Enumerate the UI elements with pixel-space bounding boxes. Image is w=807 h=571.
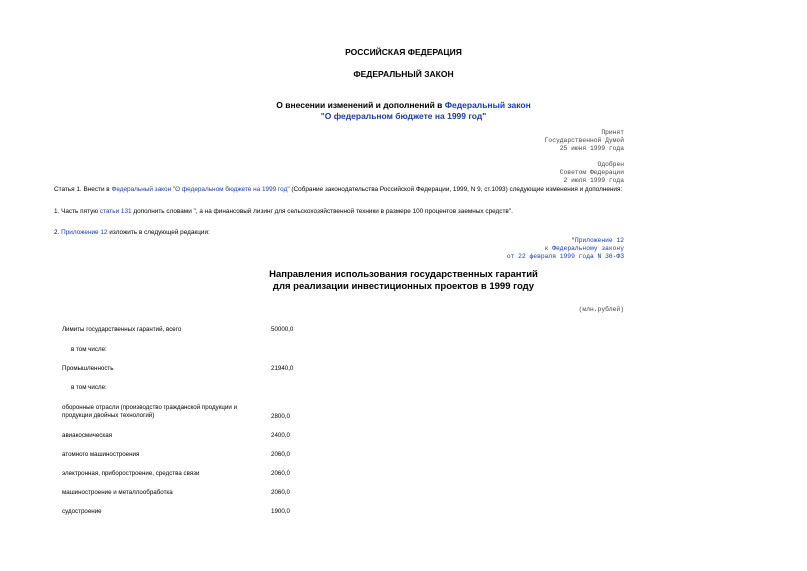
budget-law-link[interactable]: "О федеральном бюджете на 1999 год" <box>320 111 487 121</box>
appendix-ref-law[interactable]: к Федеральному закону <box>544 245 624 252</box>
adopted-date: 25 июня 1999 года <box>559 145 624 152</box>
appendix-12-link[interactable]: Приложение 12 <box>61 229 108 236</box>
table-row-value: 2060,0 <box>271 451 290 458</box>
table-row-label: Лимиты государственных гарантий, всего <box>62 326 182 333</box>
item-1-suffix: дополнить словами ", а на финансовый лизинг для сельскохозяйственной техники в размере 100 процентов заемных средств". <box>133 208 513 215</box>
item-1-prefix: 1. Часть пятую <box>54 208 99 215</box>
table-row-value: 50000,0 <box>271 326 294 333</box>
item-2-suffix: изложить в следующей редакции: <box>109 229 210 236</box>
table-row-label: авиакосмическая <box>62 432 113 439</box>
table-row-label: в том числе: <box>71 346 107 353</box>
law-title-prefix: О внесении изменений и дополнений в <box>276 100 443 110</box>
article-131-link[interactable]: статьи 131 <box>99 208 132 215</box>
table-row-label: оборонные отрасли (производство гражданской продукции и <box>62 404 238 411</box>
article-1-suffix: (Собрание законодательства Российской Федерации, 1999, N 9, ст.1093) следующие изменения и дополнения: <box>291 186 623 193</box>
country-heading: РОССИЙСКАЯ ФЕДЕРАЦИЯ <box>345 47 462 57</box>
item-1 <box>54 208 513 215</box>
table-row-label: судостроение <box>62 508 102 515</box>
table-row-value: 2400,0 <box>271 432 290 439</box>
approved-date: 2 июля 1999 года <box>563 177 624 184</box>
section-title-line2: для реализации инвестиционных проектов в 1999 году <box>272 281 535 292</box>
table-row-value: 2060,0 <box>271 489 290 496</box>
adopted-by: Государственной Думой <box>544 137 624 144</box>
table-row-label: машиностроение и металлообработка <box>62 489 173 496</box>
doc-type-heading: ФЕДЕРАЛЬНЫЙ ЗАКОН <box>353 69 454 79</box>
table-row-value: 2060,0 <box>271 470 290 477</box>
table-row-value: 1900,0 <box>271 508 290 515</box>
appendix-ref-title[interactable]: "Приложение 12 <box>571 237 624 244</box>
approved-label: Одобрен <box>597 161 624 168</box>
section-title-line1: Направления использования государственных гарантий <box>269 269 538 280</box>
units-label: (млн.рублей) <box>578 306 624 313</box>
table-row-label: атомного машиностроения <box>62 451 140 458</box>
table-row-label: в том числе: <box>71 384 107 391</box>
law-title <box>0 100 807 110</box>
federal-law-link[interactable]: Федеральный закон <box>444 100 531 110</box>
table-row-label: электронная, приборостроение, средства связи <box>62 470 200 477</box>
table-row-value: 2800,0 <box>271 413 290 420</box>
adopted-label: Принят <box>601 129 624 136</box>
article-1-budget-link[interactable]: "О федеральном бюджете на 1999 год" <box>172 186 290 193</box>
approved-by: Советом Федерации <box>559 169 624 176</box>
table-row-label: Промышленность <box>62 365 114 372</box>
appendix-ref-date[interactable]: от 22 февраля 1999 года N 36-ФЗ <box>506 253 624 260</box>
item-2 <box>54 229 210 236</box>
article-1-law-link[interactable]: Федеральный закон <box>111 186 172 193</box>
article-1-prefix: Статья 1. Внести в <box>54 186 110 193</box>
item-2-prefix: 2. <box>54 229 60 236</box>
table-row-label-cont: продукции двойных технологий) <box>62 412 155 419</box>
article-1 <box>54 186 622 193</box>
table-row-value: 21940,0 <box>271 365 294 372</box>
